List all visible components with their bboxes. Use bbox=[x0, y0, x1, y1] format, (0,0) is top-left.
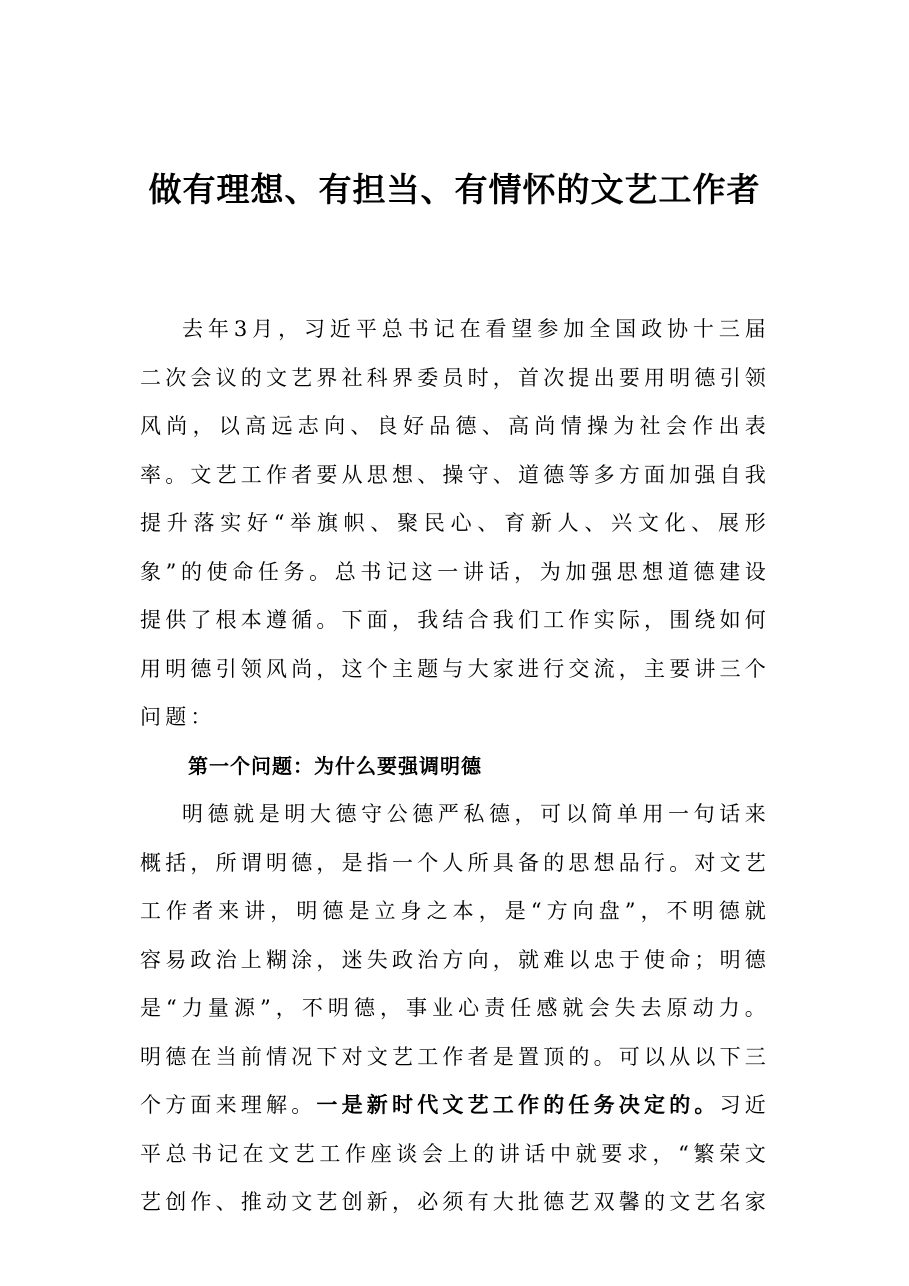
document-body bbox=[140, 305, 770, 1227]
intro-paragraph: 去年3月，习近平总书记在看望参加全国政协十三届二次会议的文艺界社科界委员时，首次提出要用明德引领风尚，以高远志向、良好品德、高尚情操为社会作出表率。文艺工作者要从思想、操守、道德等多方面加强自我提升落实好“举旗帜、聚民心、育新人、兴文化、展形象”的使命任务。总书记这一讲话，为加强思想道德建设提供了根本遵循。下面，我结合我们工作实际，围绕如何用明德引领风尚，这个主题与大家进行交流，主要讲三个问题： bbox=[140, 317, 770, 729]
section-1-paragraph-text-b: 习近平总书记在文艺工作座谈会上的讲话中就要求，“繁荣文艺创作、推动文艺创新，必须有大批德艺双馨的文艺名家 bbox=[140, 1093, 771, 1214]
document-title: 做有理想、有担当、有情怀的文艺工作者 bbox=[148, 170, 761, 210]
section-1-paragraph bbox=[140, 790, 770, 1227]
section-1-key-point: 一是新时代文艺工作的任务决定的。 bbox=[316, 1092, 720, 1117]
section-heading-1: 第一个问题：为什么要强调明德 bbox=[188, 753, 482, 778]
section-1-paragraph-text-a: 明德就是明大德守公德严私德，可以简单用一句话来概括，所谓明德，是指一个人所具备的思想品行。对文艺工作者来讲，明德是立身之本，是“方向盘”，不明德就容易政治上糊涂，迷失政治方向，就难以忠于使命；明德是“力量源”，不明德，事业心责任感就会失去原动力。明德在当前情况下对文艺工作者是置顶的。可以从以下三个方面来理解。 bbox=[140, 802, 770, 1117]
